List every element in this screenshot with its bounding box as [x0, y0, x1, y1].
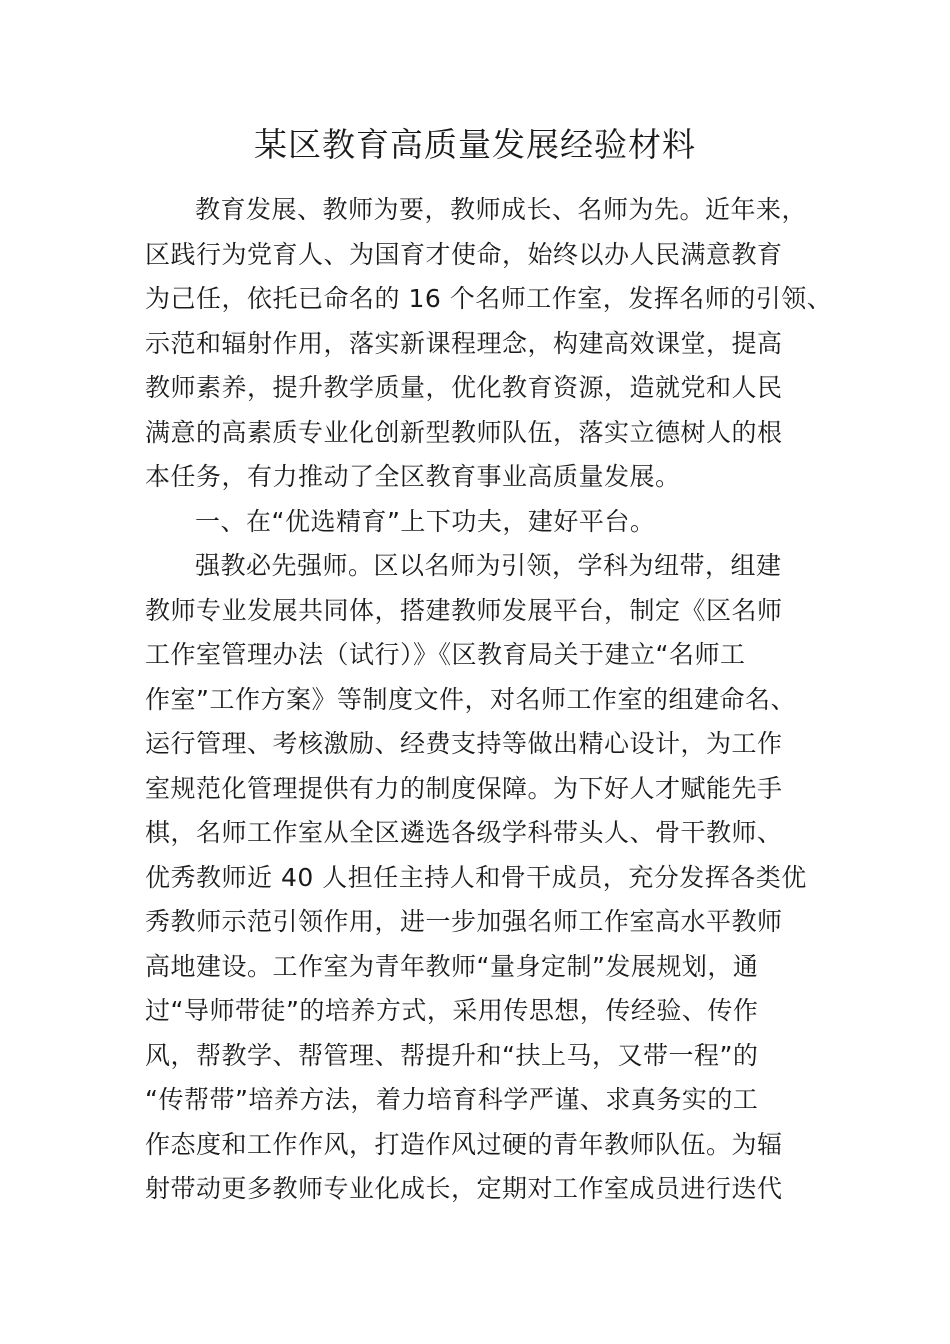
paragraph-line: 教育发展、教师为要，教师成长、名师为先。近年来， — [195, 195, 808, 224]
paragraph-line: 为己任，依托已命名的 16 个名师工作室，发挥名师的引领、 — [145, 284, 833, 313]
paragraph-line: 工作室管理办法（试行）》《区教育局关于建立“名师工 — [145, 640, 746, 669]
paragraph-line: 教师素养，提升教学质量，优化教育资源，造就党和人民 — [145, 373, 783, 402]
paragraph-line: 本任务，有力推动了全区教育事业高质量发展。 — [145, 462, 681, 491]
paragraph-line: 作态度和工作作风，打造作风过硬的青年教师队伍。为辐 — [145, 1129, 783, 1159]
paragraph-line: 强教必先强师。区以名师为引领，学科为纽带，组建 — [195, 551, 782, 580]
paragraph-line: 区践行为党育人、为国育才使命，始终以办人民满意教育 — [145, 239, 783, 269]
paragraph-line: 运行管理、考核激励、经费支持等做出精心设计，为工作 — [145, 729, 783, 758]
paragraph-line: 射带动更多教师专业化成长，定期对工作室成员进行迭代 — [145, 1174, 783, 1203]
document-title: 某区教育高质量发展经验材料 — [254, 125, 696, 164]
paragraph-line: 高地建设。工作室为青年教师“量身定制”发展规划，通 — [145, 951, 759, 981]
document-body — [145, 188, 833, 1212]
paragraph-line: 风，帮教学、帮管理、帮提升和“扶上马，又带一程”的 — [145, 1040, 759, 1070]
paragraph-line: 教师专业发展共同体，搭建教师发展平台，制定《区名师 — [145, 595, 783, 625]
paragraph-line: 室规范化管理提供有力的制度保障。为下好人才赋能先手 — [145, 773, 783, 803]
paragraph-line: 过“导师带徒”的培养方式，采用传思想，传经验、传作 — [145, 996, 759, 1025]
paragraph-line: 棋，名师工作室从全区遴选各级学科带头人、骨干教师、 — [145, 818, 783, 847]
section-heading: 一、在“优选精育”上下功夫，建好平台。 — [195, 506, 656, 536]
paragraph-line: 示范和辐射作用，落实新课程理念，构建高效课堂，提高 — [145, 328, 783, 358]
paragraph-line: 秀教师示范引领作用，进一步加强名师工作室高水平教师 — [145, 907, 783, 936]
paragraph-line: 优秀教师近 40 人担任主持人和骨干成员，充分发挥各类优 — [145, 862, 807, 892]
paragraph-line: 满意的高素质专业化创新型教师队伍，落实立德树人的根 — [145, 417, 783, 447]
paragraph-line: 作室”工作方案》等制度文件，对名师工作室的组建命名、 — [145, 684, 796, 714]
paragraph-line: “传帮带”培养方法，着力培育科学严谨、求真务实的工 — [145, 1085, 759, 1114]
